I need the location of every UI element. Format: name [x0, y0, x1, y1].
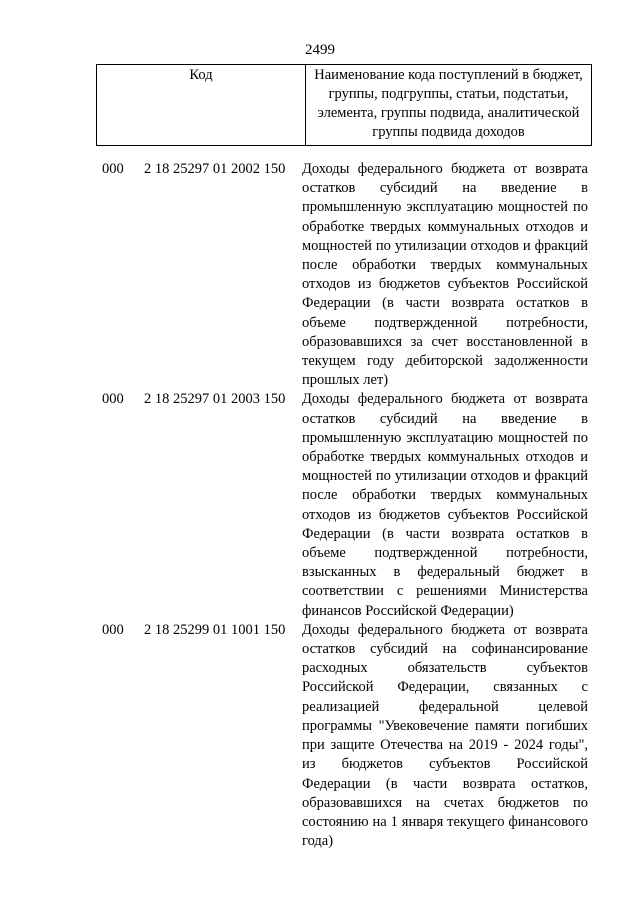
income-name: Доходы федерального бюджета от возврата остатков субсидий на софинансирование расходных обязательств субъектов Российской Федерации, связанных с реализацией федеральной целевой программы "Увековечение памяти погибших при защите Отечества на 2019 - 2024 годы", из бюджетов субъектов Российской Федерации (в части возврата остатков, образовавшихся на счетах бюджетов по состоянию на 1 января текущего финансового года) [302, 621, 588, 850]
admin-code: 000 [102, 621, 124, 638]
income-code: 2 18 25299 01 1001 150 [144, 621, 286, 638]
header-code-cell: Код [97, 65, 306, 146]
list-item [96, 390, 592, 620]
income-code: 2 18 25297 01 2003 150 [144, 391, 286, 408]
header-row [97, 65, 592, 146]
page-number: 2499 [305, 42, 335, 58]
income-name: Доходы федерального бюджета от возврата остатков субсидий на введение в промышленную эксплуатацию мощностей по обработке твердых коммунальных отходов и мощностей по утилизации отходов и фракций после обработки твердых коммунальных отходов из бюджетов субъектов Российской Федерации (в части возврата остатков в объеме подтвержденной потребности, образовавшихся за счет восстановленной в текущем году дебиторской задолженности прошлых лет) [302, 161, 588, 389]
header-name-cell: Наименование кода поступлений в бюджет, группы, подгруппы, статьи, подстатьи, элемента, группы подвида, аналитической группы подвида доходов [306, 65, 592, 146]
list-item [96, 160, 592, 390]
income-code-list [96, 160, 592, 851]
header-table [96, 64, 592, 146]
admin-code: 000 [102, 161, 124, 177]
income-code: 2 18 25297 01 2002 150 [144, 161, 286, 177]
income-name: Доходы федерального бюджета от возврата остатков субсидий на введение в промышленную эксплуатацию мощностей по обработке твердых коммунальных отходов и мощностей по утилизации отходов и фракций после обработки твердых коммунальных отходов из бюджетов субъектов Российской Федерации (в части возврата остатков в объеме подтвержденной потребности, взысканных в федеральный бюджет в соответствии с решениями Министерства финансов Российской Федерации) [302, 391, 588, 619]
admin-code: 000 [102, 391, 124, 408]
list-item [96, 621, 592, 851]
